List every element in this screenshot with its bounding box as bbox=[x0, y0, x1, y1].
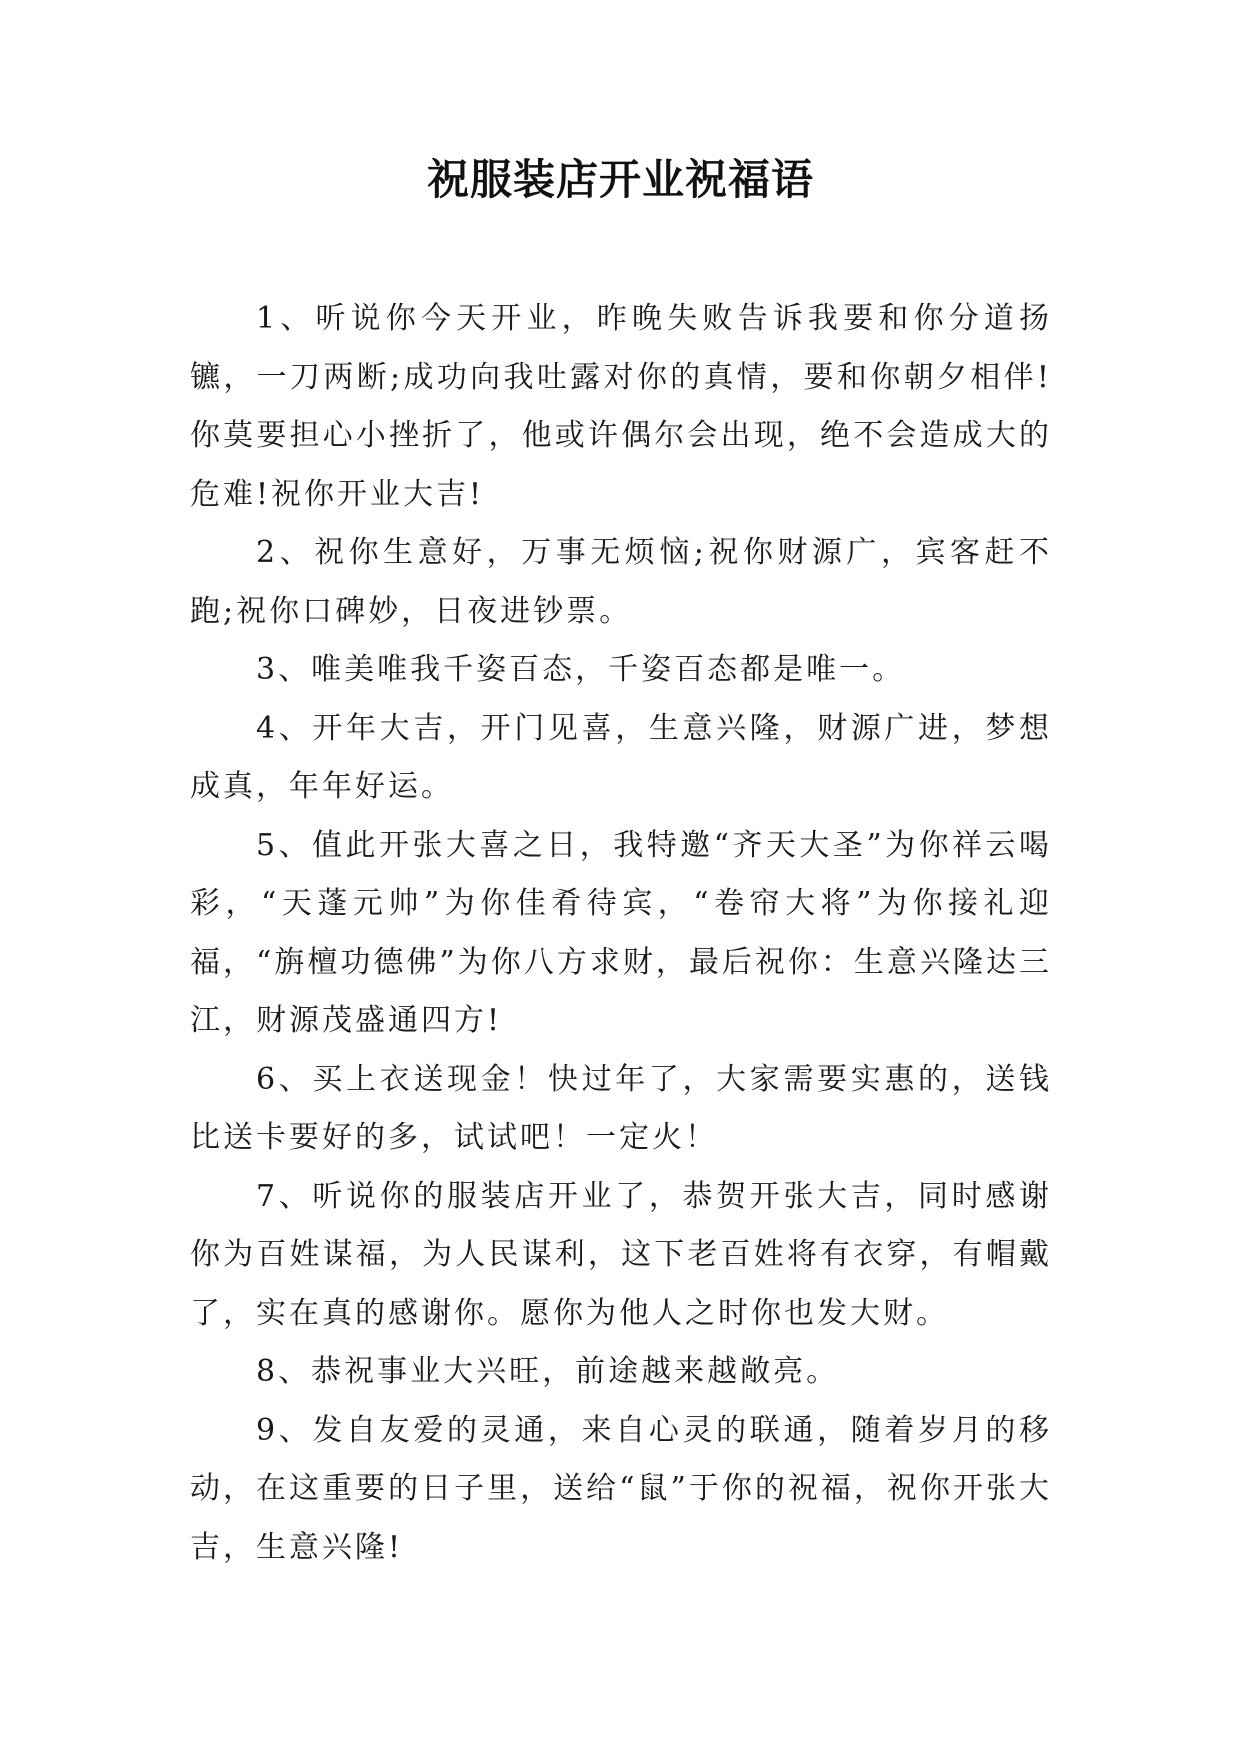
paragraph-5: 5、值此开张大喜之日，我特邀“齐天大圣”为你祥云喝彩，“天蓬元帅”为你佳肴待宾，“卷帘大将”为你接礼迎福，“旃檀功德佛”为你八方求财，最后祝你：生意兴隆达三江，财源茂盛通四方! bbox=[190, 827, 1052, 1038]
paragraph-8: 8、恭祝事业大兴旺，前途越来越敞亮。 bbox=[256, 1354, 840, 1389]
paragraph-4: 4、开年大吉，开门见喜，生意兴隆，财源广进，梦想成真，年年好运。 bbox=[190, 710, 1052, 804]
paragraph-6: 6、买上衣送现金！快过年了，大家需要实惠的，送钱比送卡要好的多，试试吧！一定火！ bbox=[190, 1061, 1052, 1155]
paragraph-7: 7、听说你的服装店开业了，恭贺开张大吉，同时感谢你为百姓谋福，为人民谋利，这下老百姓将有衣穿，有帽戴了，实在真的感谢你。愿你为他人之时你也发大财。 bbox=[190, 1178, 1052, 1331]
document-body bbox=[190, 290, 1052, 1577]
paragraph-2: 2、祝你生意好，万事无烦恼;祝你财源广，宾客赶不跑;祝你口碑妙，日夜进钞票。 bbox=[190, 535, 1052, 629]
paragraph-3: 3、唯美唯我千姿百态，千姿百态都是唯一。 bbox=[256, 652, 906, 687]
paragraph-1: 1、听说你今天开业，昨晚失败告诉我要和你分道扬镳，一刀两断;成功向我吐露对你的真情，要和你朝夕相伴!你莫要担心小挫折了，他或许偶尔会出现，绝不会造成大的危难!祝你开业大吉! bbox=[190, 301, 1052, 512]
document-title: 祝服装店开业祝福语 bbox=[426, 155, 814, 204]
paragraph-9: 9、发自友爱的灵通，来自心灵的联通，随着岁月的移动，在这重要的日子里，送给“鼠”于你的祝福，祝你开张大吉，生意兴隆! bbox=[190, 1412, 1052, 1565]
